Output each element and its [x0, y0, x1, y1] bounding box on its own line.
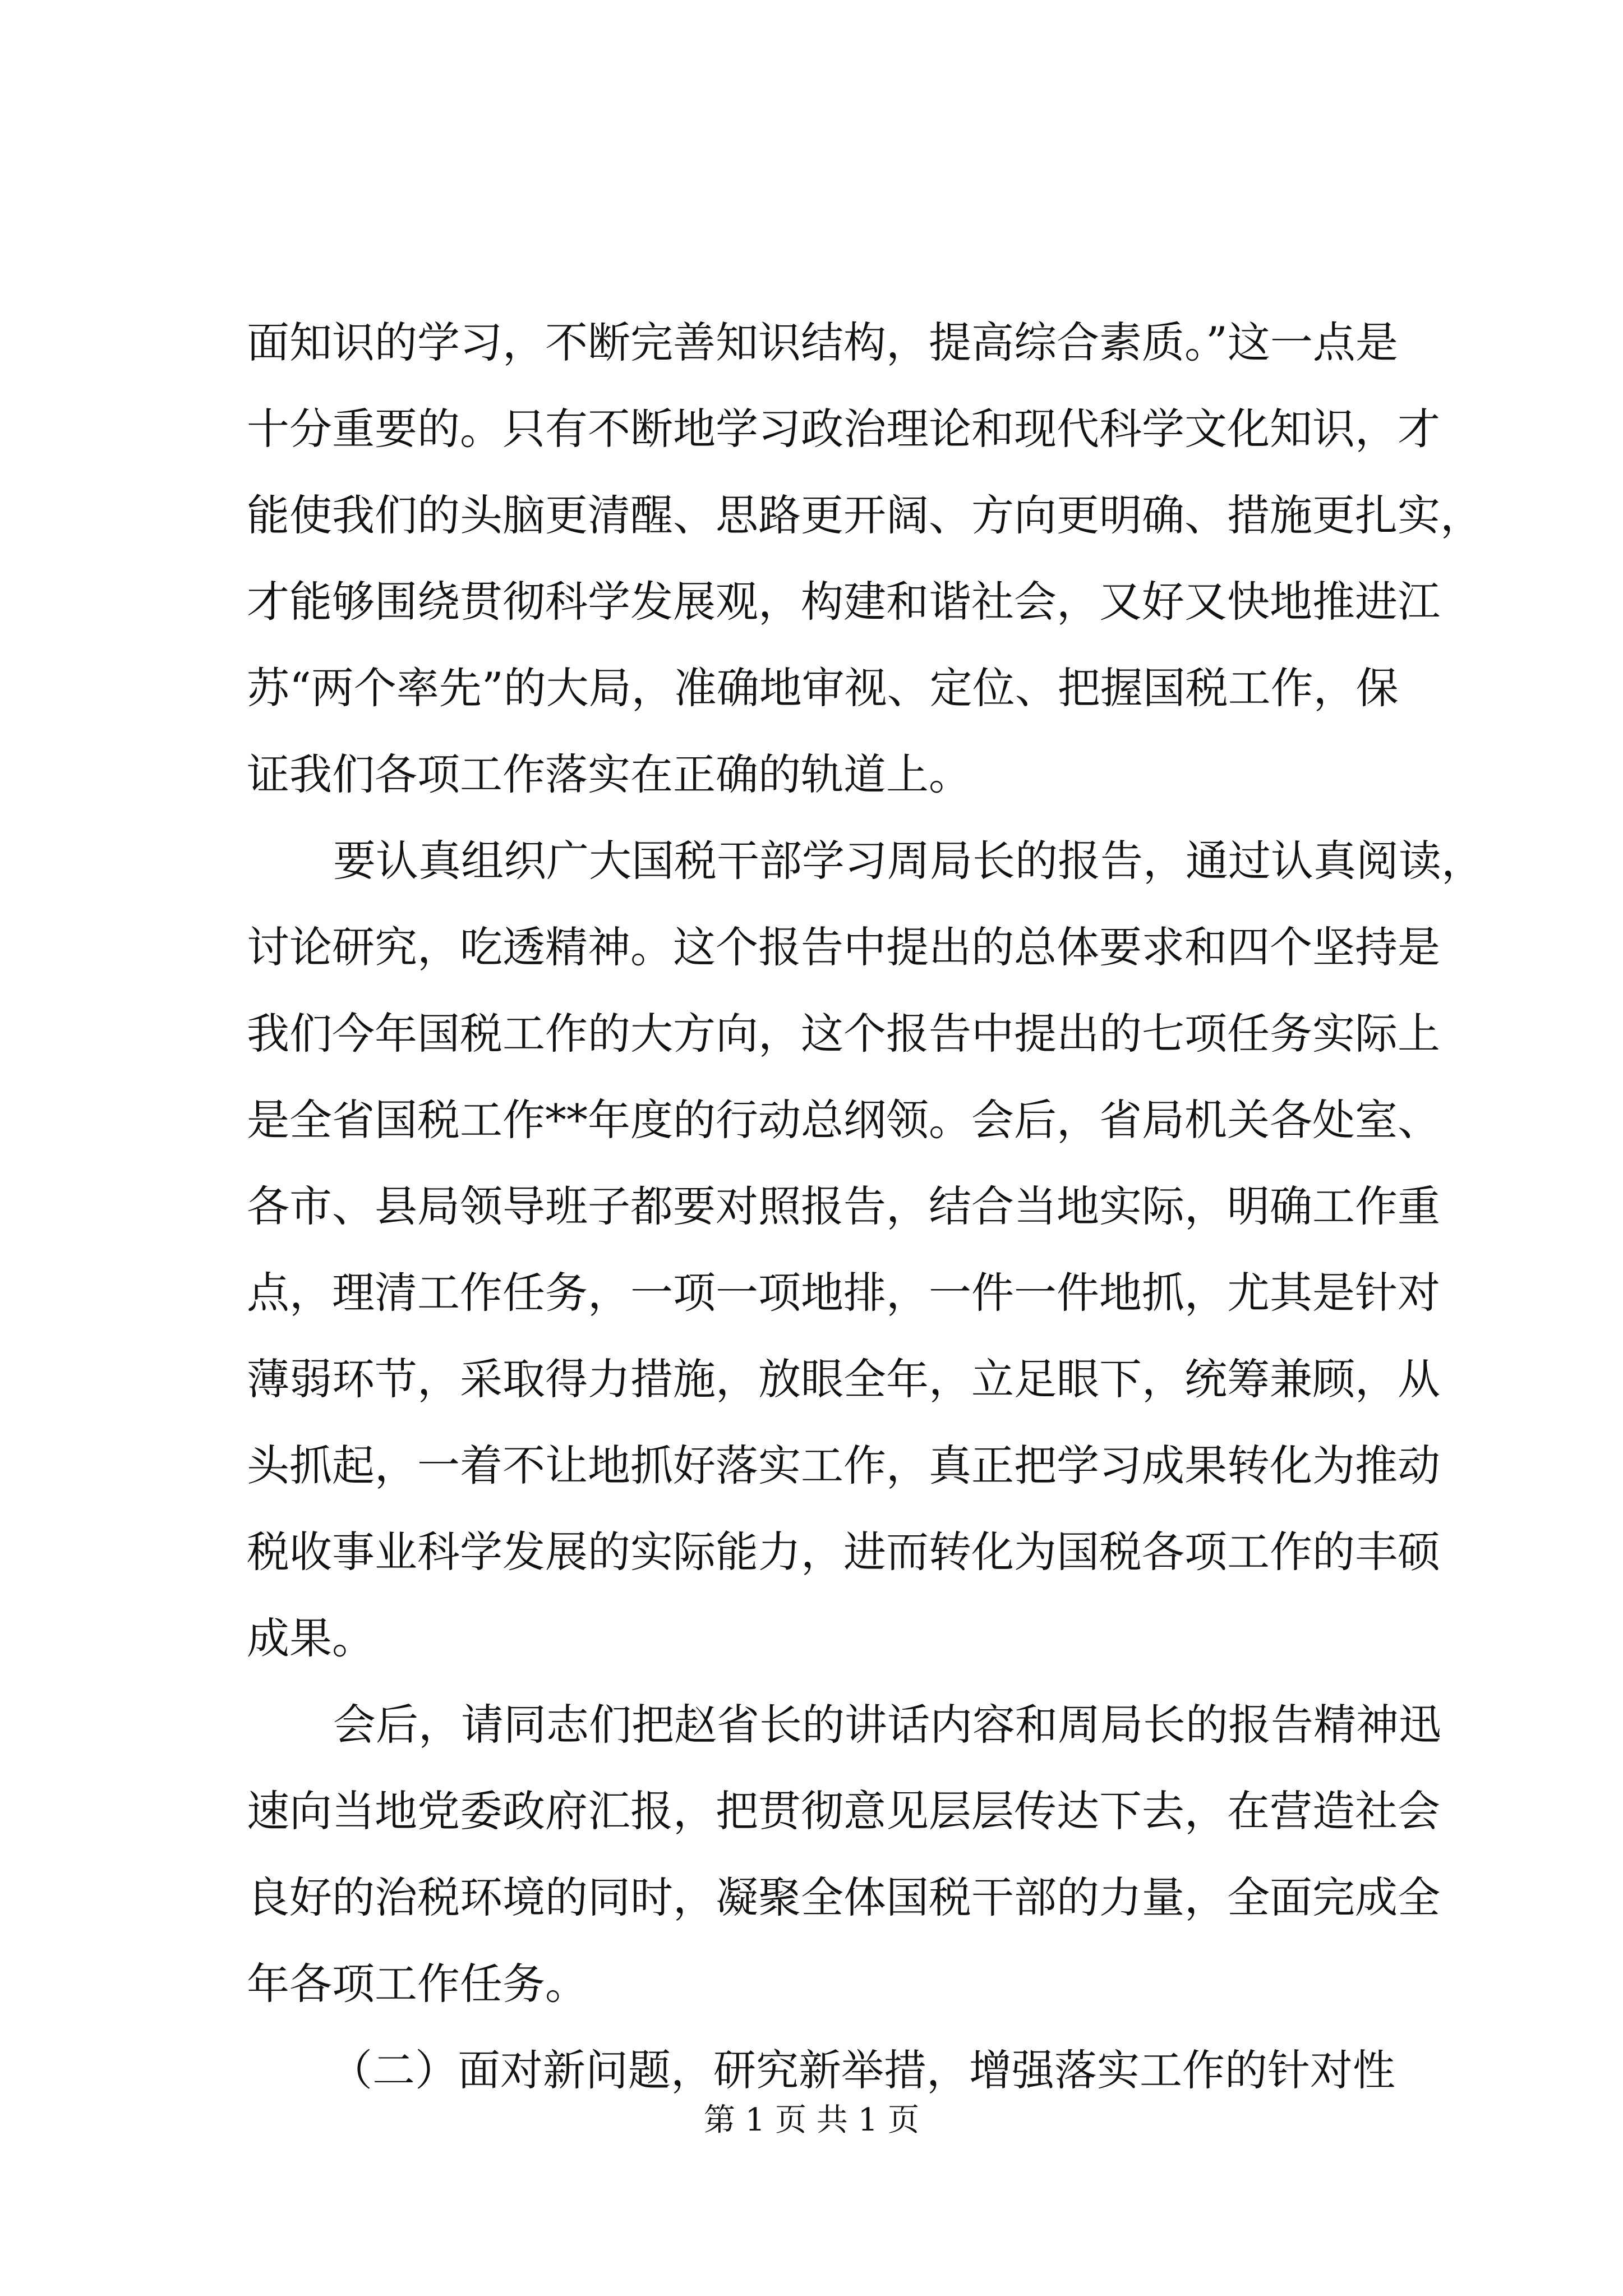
- document-body: [247, 300, 1484, 2114]
- page-footer: 第 1 页 共 1 页: [703, 2102, 920, 2138]
- text-line: 点，理清工作任务，一项一项地排，一件一件地抓，尤其是针对: [247, 1268, 1440, 1318]
- paragraph-1: [247, 300, 1483, 818]
- paragraph-3: [247, 1682, 1441, 2027]
- text-line: 年各项工作任务。: [247, 1959, 588, 2009]
- text-line: （二）面对新问题，研究新举措，增强落实工作的针对性: [330, 2045, 1395, 2095]
- text-line: 速向当地党委政府汇报，把贯彻意见层层传达下去，在营造社会: [247, 1786, 1440, 1836]
- text-line: 能使我们的头脑更清醒、思路更开阔、方向更明确、措施更扎实，: [247, 490, 1483, 540]
- paragraph-2: [247, 818, 1484, 1682]
- text-line: 头抓起，一着不让地抓好落实工作，真正把学习成果转化为推动: [247, 1441, 1440, 1490]
- text-line: 要认真组织广大国税干部学习周局长的报告，通过认真阅读，: [333, 836, 1484, 886]
- text-line: 证我们各项工作落实在正确的轨道上。: [247, 749, 971, 799]
- text-line: 各市、县局领导班子都要对照报告，结合当地实际，明确工作重: [247, 1181, 1440, 1231]
- text-line: 十分重要的。只有不断地学习政治理论和现代科学文化知识，才: [247, 404, 1440, 454]
- text-line: 讨论研究，吃透精神。这个报告中提出的总体要求和四个坚持是: [247, 922, 1440, 972]
- text-line: 良好的治税环境的同时，凝聚全体国税干部的力量，全面完成全: [247, 1872, 1440, 1922]
- text-line: 苏“两个率先”的大局，准确地审视、定位、把握国税工作，保: [247, 663, 1399, 713]
- text-line: 会后，请同志们把赵省长的讲话内容和周局长的报告精神迅: [333, 1700, 1441, 1750]
- text-line: 是全省国税工作**年度的行动总纲领。会后，省局机关各处室、: [247, 1095, 1440, 1145]
- text-line: 才能够围绕贯彻科学发展观，构建和谐社会，又好又快地推进江: [247, 577, 1440, 627]
- text-line: 薄弱环节，采取得力措施，放眼全年，立足眼下，统筹兼顾，从: [247, 1354, 1440, 1404]
- text-line: 税收事业科学发展的实际能力，进而转化为国税各项工作的丰硕: [247, 1527, 1440, 1577]
- text-line: 面知识的学习，不断完善知识结构，提高综合素质。”这一点是: [247, 318, 1398, 367]
- text-line: 成果。: [247, 1613, 375, 1663]
- text-line: 我们今年国税工作的大方向，这个报告中提出的七项任务实际上: [247, 1009, 1440, 1059]
